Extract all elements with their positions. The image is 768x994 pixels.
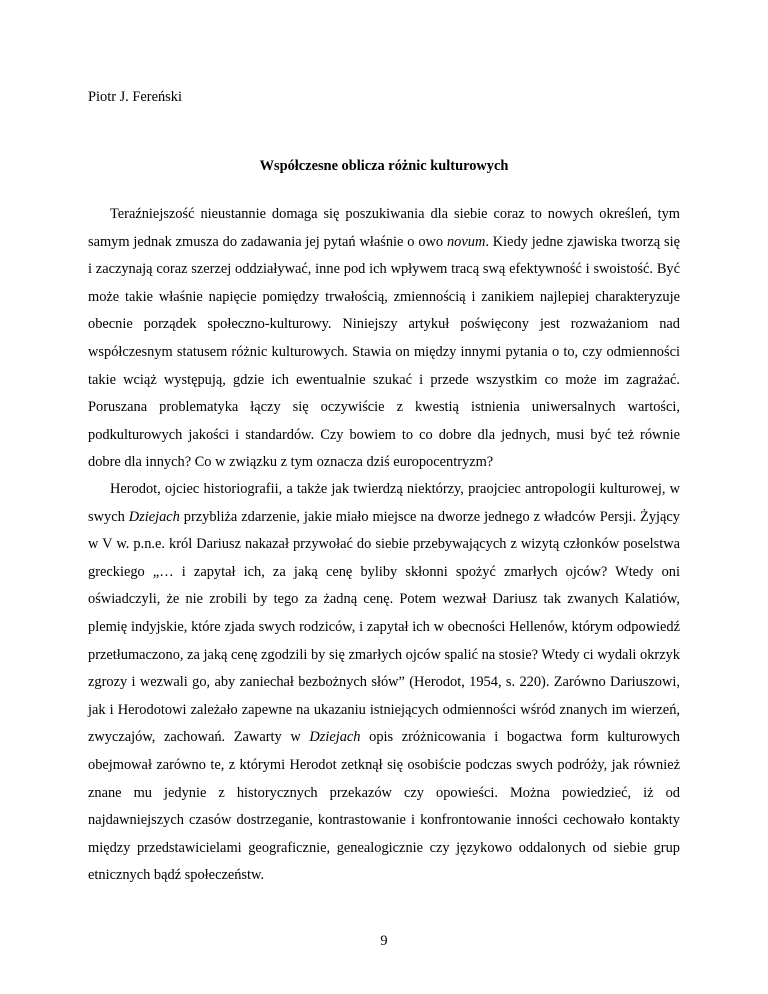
author-name: Piotr J. Fereński	[88, 89, 182, 105]
page-number: 9	[380, 933, 388, 949]
paragraph-1-text-a: Teraźniejszość nieustannie domaga się poszukiwania dla siebie coraz to nowych określeń, tym samym jednak zmusza do zadawania jej pytań właśnie o owo	[88, 206, 680, 250]
paragraph-1-text-b: . Kiedy jedne zjawiska tworzą się i zaczynają coraz szerzej oddziaływać, inne pod ich wpływem tracą swą efektywność i swoistość. Być może takie właśnie napięcie pomiędzy trwałością, zmiennością i zanikiem najlepiej charakteryzuje obecnie porządek społeczno-kulturowy. Niniejszy artykuł poświęcony jest rozważaniom nad współczesnym statusem różnic kulturowych. Stawia on między innymi pytania o to, czy odmienności takie wciąż występują, gdzie ich ewentualnie szukać i przede wszystkim co może im zagrażać. Poruszana problematyka łączy się oczywiście z kwestią istnienia uniwersalnych wartości, podkulturowych jakości i standardów. Czy bowiem to co dobre dla jednych, musi być też równie dobre dla innych? Co w związku z tym oznacza dziś europocentryzm?	[88, 233, 680, 471]
paragraph-2-italic-title-2: Dziejach	[309, 729, 361, 746]
paragraph-2-text-c: opis zróżnicowania i bogactwa form kulturowych obejmował zarówno te, z którymi Herodot zetknął się osobiście podczas swych podróży, jak również znane mu jedynie z historycznych przekazów czy opowieści. Można powiedzieć, iż od najdawniejszych czasów dostrzeganie, kontrastowanie i konfrontowanie inności cechowało kontakty między przedstawicielami geograficznie, genealogicznie czy językowo oddalonych od siebie grup etnicznych bądź społeczeństw.	[88, 729, 680, 884]
paragraph-2	[88, 476, 680, 890]
article-title: Współczesne oblicza różnic kulturowych	[259, 158, 509, 174]
paragraph-2-text-a: Herodot, ojciec historiografii, a także jak twierdzą niektórzy, praojciec antropologii kulturowej, w swych	[88, 481, 680, 525]
paragraph-2-text-b: przybliża zdarzenie, jakie miało miejsce na dworze jednego z władców Persji. Żyjący w V w. p.n.e. król Dariusz nakazał przywołać do siebie przebywających z wizytą członków poselstwa greckiego „… i zapytał ich, za jaką cenę byliby skłonni spożyć zmarłych ojców? Wtedy oni oświadczyli, że nie zrobili by tego za żadną cenę. Potem wezwał Dariusz tak zwanych Kalatiów, plemię indyjskie, które zjada swych rodziców, i zapytał ich w obecności Hellenów, którym odpowiedź przetłumaczono, za jaką cenę zgodzili by się zmarłych ojców spalić na stosie? Wtedy ci wydali okrzyk zgrozy i wezwali go, aby zaniechał bezbożnych słów” (Herodot, 1954, s. 220). Zarówno Dariuszowi, jak i Herodotowi zależało zapewne na ukazaniu istniejących odmienności wśród znanych im wierzeń, zwyczajów, zachowań. Zawarty w	[88, 508, 680, 746]
paragraph-1-italic-term: novum	[446, 233, 486, 250]
paragraph-1	[88, 201, 680, 477]
paragraph-2-italic-title-1: Dziejach	[128, 508, 180, 525]
